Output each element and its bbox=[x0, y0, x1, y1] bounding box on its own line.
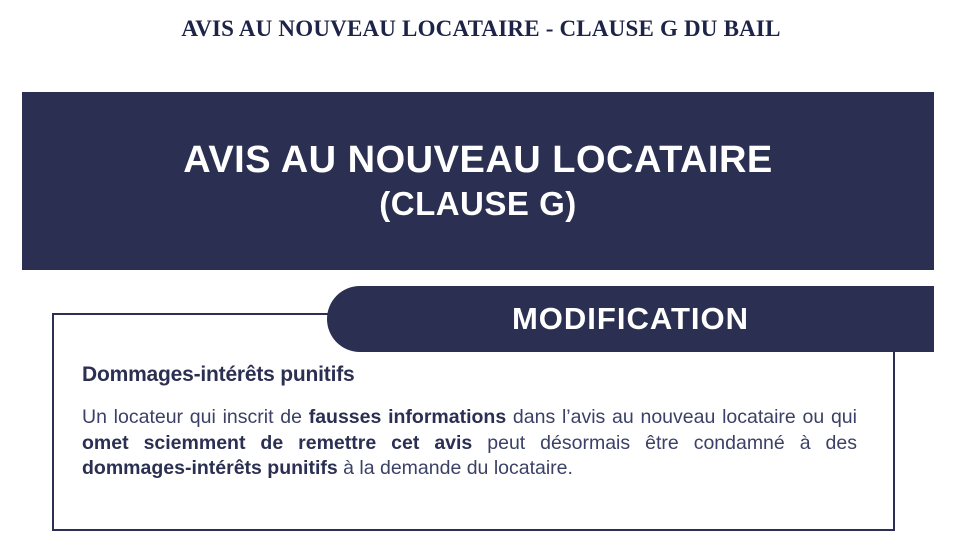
paragraph-part-2: dans l’avis au nouveau locataire ou qui bbox=[506, 406, 857, 428]
paragraph-part-1: Un locateur qui inscrit de bbox=[82, 406, 309, 428]
header-banner bbox=[22, 92, 934, 270]
paragraph-bold-1: fausses informations bbox=[308, 406, 507, 428]
page-title: AVIS AU NOUVEAU LOCATAIRE - CLAUSE G DU BAIL bbox=[181, 16, 781, 41]
content-paragraph bbox=[82, 405, 863, 482]
banner-edge-strip bbox=[934, 92, 940, 270]
paragraph-bold-2: omet sciemment de remettre cet avis bbox=[82, 431, 473, 454]
banner-line-2: (CLAUSE G) bbox=[379, 185, 577, 222]
paragraph-bold-3: dommages-intérêts punitifs bbox=[82, 457, 338, 480]
paragraph-part-4: à la demande du locataire. bbox=[337, 457, 573, 480]
modification-label: MODIFICATION bbox=[511, 301, 749, 336]
paragraph-part-3: peut désormais être condamné à des bbox=[472, 431, 857, 454]
modification-pill bbox=[327, 286, 934, 352]
banner-text-block bbox=[183, 138, 773, 223]
banner-line-1: AVIS AU NOUVEAU LOCATAIRE bbox=[183, 139, 773, 182]
content-heading: Dommages-intérêts punitifs bbox=[82, 363, 355, 386]
